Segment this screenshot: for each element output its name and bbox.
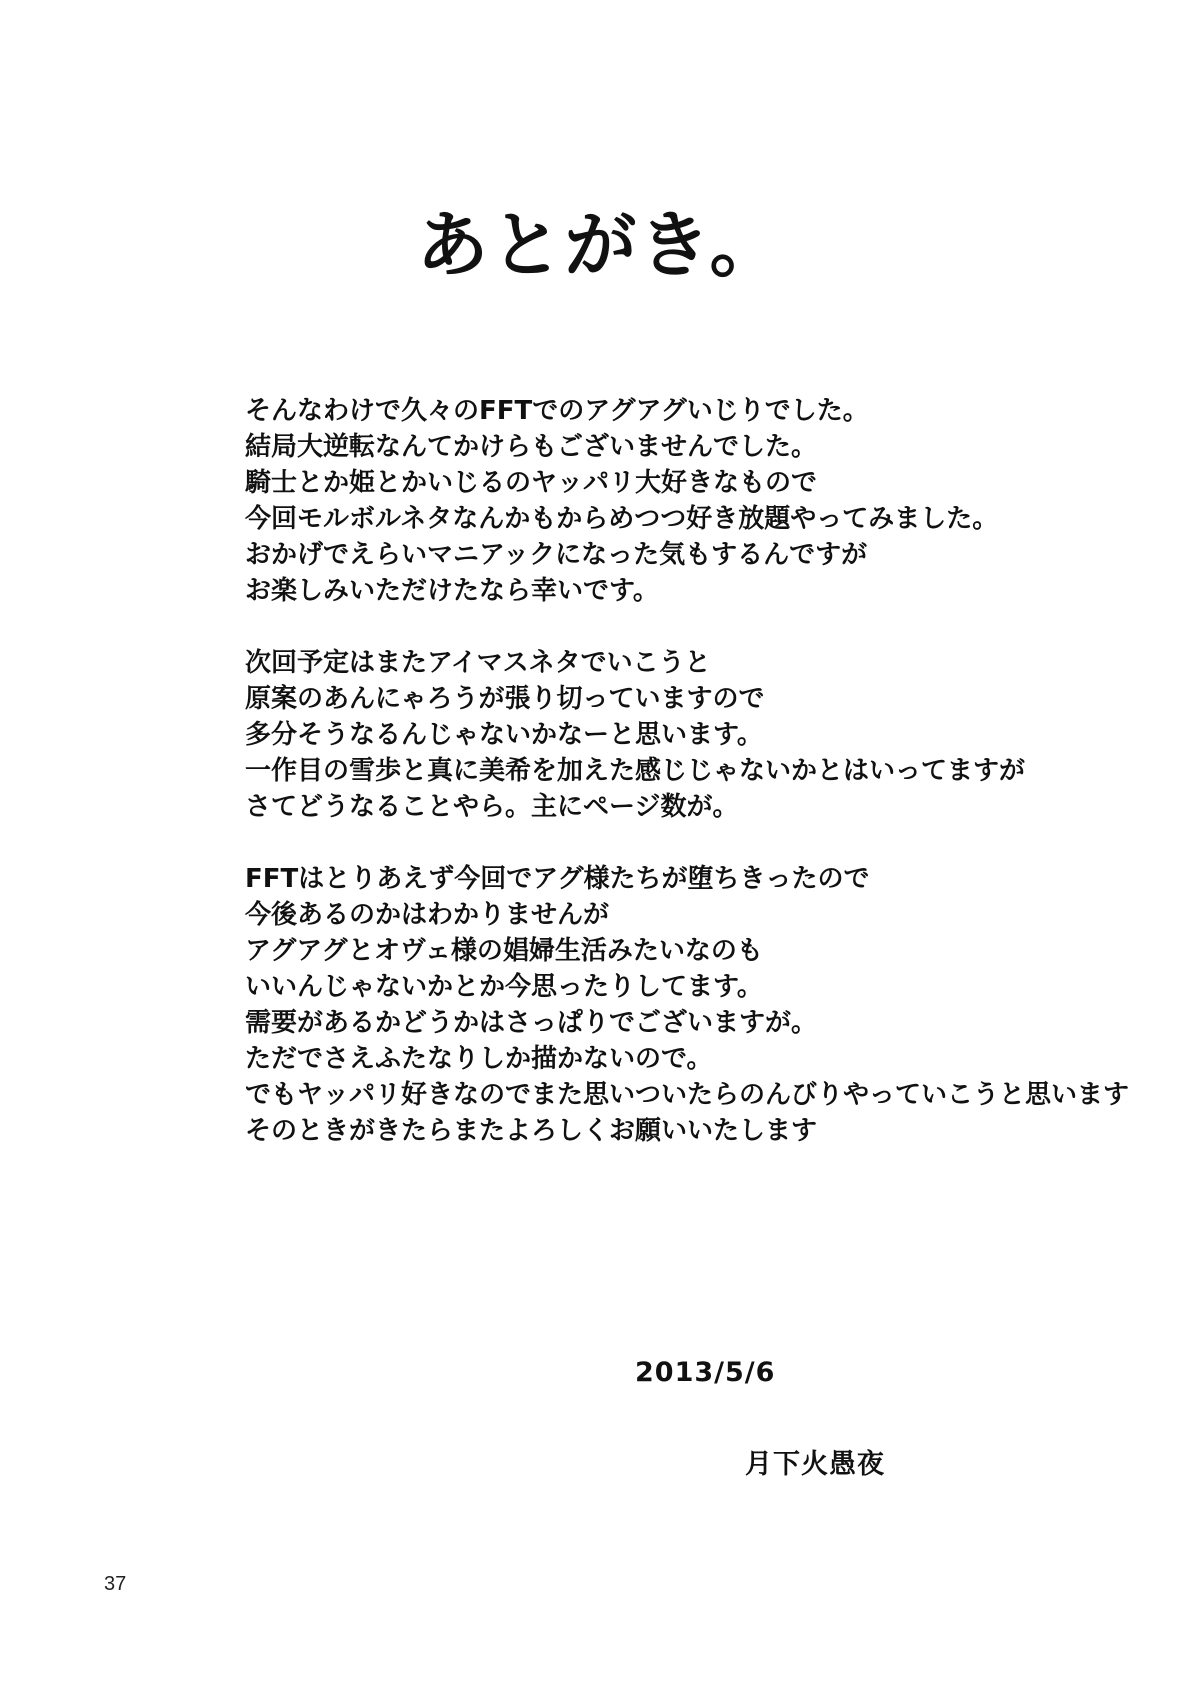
text-line: 一作目の雪歩と真に美希を加えた感じじゃないかとはいってますが: [245, 756, 1026, 786]
page-number: 37: [104, 1573, 127, 1595]
text-line: お楽しみいただけたなら幸いです。: [245, 576, 659, 606]
text-line: そのときがきたらまたよろしくお願いいたします: [245, 1116, 818, 1146]
text-line: おかげでえらいマニアックになった気もするんですが: [245, 540, 868, 570]
text-line: 今回モルボルネタなんかもからめつつ好き放題やってみました。: [245, 504, 999, 534]
text-line: でもヤッパリ好きなのでまた思いついたらのんびりやっていこうと思います: [245, 1080, 1130, 1110]
text-line: 次回予定はまたアイマスネタでいこうと: [245, 648, 711, 678]
text-line: 多分そうなるんじゃないかなーと思います。: [245, 720, 763, 750]
text-line: 結局大逆転なんてかけらもございませんでした。: [245, 432, 818, 462]
text-line: 需要があるかどうかはさっぱりでございますが。: [245, 1008, 818, 1038]
afterword-body: [245, 393, 1145, 1185]
text-line: そんなわけで久々のFFTでのアグアグいじりでした。: [245, 396, 869, 426]
text-line: FFTはとりあえず今回でアグ様たちが堕ちきったので: [245, 864, 870, 894]
page-title: あとがき。: [416, 203, 784, 287]
text-line: 今後あるのかはわかりませんが: [245, 900, 610, 930]
text-line: さてどうなることやら。主にページ数が。: [245, 792, 739, 822]
author-name: 月下火愚夜: [745, 1449, 885, 1480]
paragraph-2: [245, 645, 1145, 825]
date: 2013/5/6: [635, 1357, 776, 1388]
text-line: いいんじゃないかとか今思ったりしてます。: [245, 972, 763, 1002]
text-line: 騎士とか姫とかいじるのヤッパリ大好きなもので: [245, 468, 818, 498]
text-line: アグアグとオヴェ様の娼婦生活みたいなのも: [245, 936, 763, 966]
paragraph-3: [245, 861, 1145, 1149]
text-line: 原案のあんにゃろうが張り切っていますので: [245, 684, 765, 714]
text-line: ただでさえふたなりしか描かないので。: [245, 1044, 713, 1074]
paragraph-1: [245, 393, 1145, 609]
